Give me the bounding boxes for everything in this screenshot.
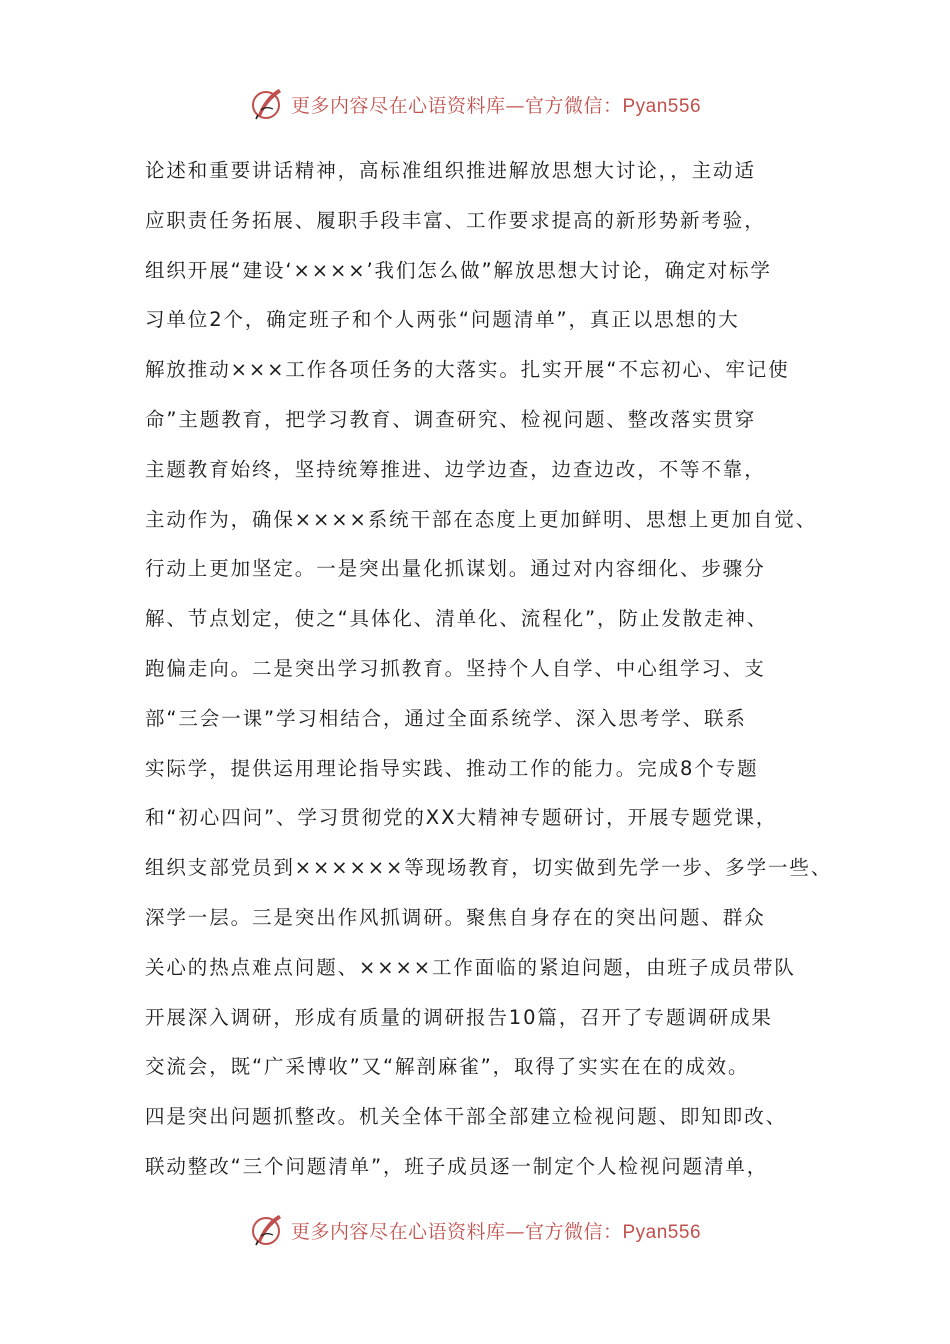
banner-wechat-label: 官方微信：: [524, 1220, 623, 1243]
body-line: 和“初心四问”、学习贯彻党的XX大精神专题研讨，开展专题党课，: [145, 806, 778, 830]
quill-pen-circle-icon: [249, 86, 285, 122]
footer-banner: [0, 1210, 950, 1250]
banner-separator: —: [505, 94, 525, 117]
body-line: 组织开展“建设‘××××’我们怎么做”解放思想大讨论，确定对标学: [145, 258, 772, 282]
body-line: 解放推动×××工作各项任务的大落实。扎实开展“不忘初心、牢记使: [145, 358, 790, 382]
body-line: 关心的热点难点问题、××××工作面临的紧迫问题，由班子成员带队: [145, 955, 796, 979]
body-line: 实际学，提供运用理论指导实践、推动工作的能力。完成8个专题: [145, 756, 759, 780]
footer-banner-text: [291, 1217, 701, 1244]
body-line: 联动整改“三个问题清单”，班子成员逐一制定个人检视问题清单，: [145, 1154, 769, 1178]
body-line: 行动上更加坚定。一是突出量化抓谋划。通过对内容细化、步骤分: [145, 557, 766, 581]
body-line: 应职责任务拓展、履职手段丰富、工作要求提高的新形势新考验，: [145, 208, 766, 232]
body-line: 习单位2个，确定班子和个人两张“问题清单”，真正以思想的大: [145, 308, 740, 332]
document-body: [145, 146, 833, 1192]
banner-wechat-label: 官方微信：: [524, 94, 623, 117]
body-line: 解、节点划定，使之“具体化、清单化、流程化”，防止发散走神、: [145, 607, 769, 631]
body-line: 开展深入调研，形成有质量的调研报告10篇，召开了专题调研成果: [145, 1005, 773, 1029]
body-line: 主题教育始终，坚持统筹推进、边学边查，边查边改，不等不靠，: [145, 457, 766, 481]
body-line: 论述和重要讲话精神，高标准组织推进解放思想大讨论，，主动适: [145, 159, 756, 182]
body-line: 深学一层。三是突出作风抓调研。聚焦自身存在的突出问题、群众: [145, 905, 766, 929]
banner-wechat-id: Pyan556: [622, 95, 702, 117]
header-banner-text: [291, 91, 701, 118]
header-banner: [0, 84, 950, 124]
body-line: 交流会，既“广采博收”又“解剖麻雀”，取得了实实在在的成效。: [145, 1055, 750, 1079]
quill-pen-circle-icon: [249, 1212, 285, 1248]
banner-main-text: 更多内容尽在心语资料库: [290, 1220, 506, 1243]
body-line: 跑偏走向。二是突出学习抓教育。坚持个人自学、中心组学习、支: [145, 656, 766, 680]
banner-main-text: 更多内容尽在心语资料库: [290, 94, 506, 117]
body-line: 四是突出问题抓整改。机关全体干部全部建立检视问题、即知即改、: [145, 1105, 788, 1129]
banner-wechat-id: Pyan556: [622, 1221, 702, 1243]
body-line: 命”主题教育，把学习教育、调查研究、检视问题、整改落实贯穿: [145, 407, 757, 431]
body-line: 主动作为，确保××××系统干部在态度上更加鲜明、思想上更加自觉、: [145, 507, 818, 531]
body-line: 部“三会一课”学习相结合，通过全面系统学、深入思考学、联系: [145, 706, 747, 730]
banner-separator: —: [505, 1220, 525, 1243]
body-line: 组织支部党员到××××××等现场教育，切实做到先学一步、多学一些、: [145, 856, 833, 880]
